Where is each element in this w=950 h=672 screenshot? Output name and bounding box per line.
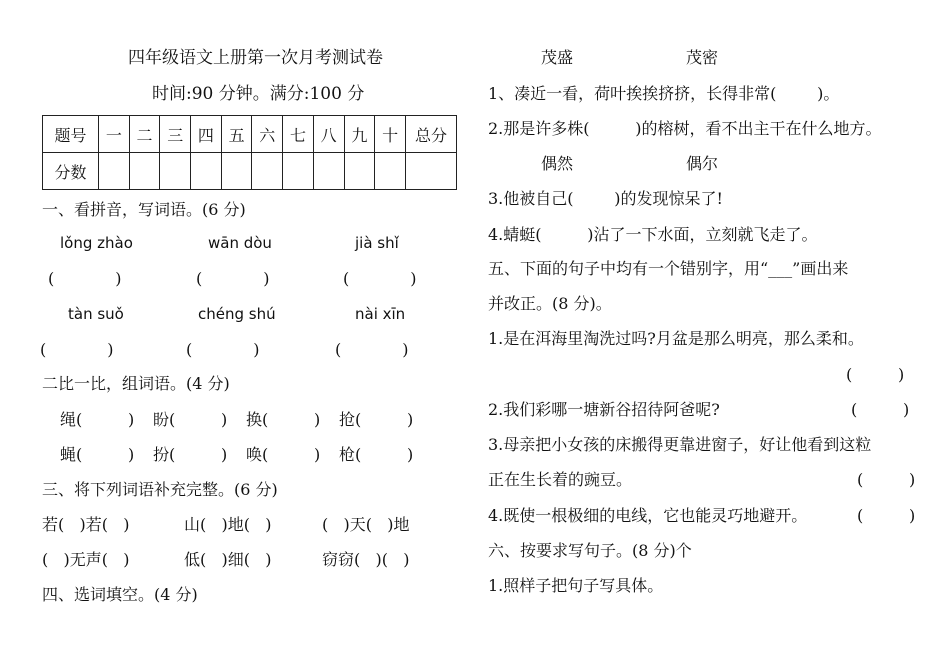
question: 1.照样子把句子写具体。 xyxy=(488,576,664,595)
section-4-title: 四、选词填空。(4 分) xyxy=(42,585,198,604)
exam-subtitle: 时间:90 分钟。满分:100 分 xyxy=(152,84,365,104)
question: 正在生长着的豌豆。 xyxy=(488,470,633,489)
answer-blank[interactable]: ( ) xyxy=(851,400,910,419)
table-cell: 三 xyxy=(160,116,191,153)
idiom-item[interactable]: 窃窃( )( ) xyxy=(322,550,410,569)
answer-blank[interactable]: ( ) xyxy=(846,365,905,384)
score-input-cell[interactable] xyxy=(160,153,191,190)
score-table-score-row xyxy=(43,153,457,190)
section-3-title: 三、将下列词语补充完整。(6 分) xyxy=(42,480,278,499)
idiom-item[interactable]: 山( )地( ) xyxy=(184,515,272,534)
score-input-cell[interactable] xyxy=(129,153,160,190)
question: 4.既使一根极细的电线，它也能灵巧地避开。 xyxy=(488,506,808,525)
table-cell: 分数 xyxy=(43,153,99,190)
word-choice: 茂盛 xyxy=(541,48,574,67)
pinyin: nài xīn xyxy=(355,305,406,323)
idiom-item[interactable]: 低( )细( ) xyxy=(184,550,272,569)
idiom-item[interactable]: ( )天( )地 xyxy=(322,515,410,534)
idiom-item[interactable]: 若( )若( ) xyxy=(42,515,130,534)
question: 3.他被自己( )的发现惊呆了! xyxy=(488,189,723,208)
pinyin: chéng shú xyxy=(198,305,276,323)
compare-item[interactable]: 换( ) xyxy=(246,410,321,429)
table-cell: 一 xyxy=(99,116,130,153)
section-2-title: 二比一比，组词语。(4 分) xyxy=(42,374,230,393)
pinyin: jià shǐ xyxy=(355,234,399,252)
question: 3.母亲把小女孩的床搬得更靠进窗子，好让他看到这粒 xyxy=(488,435,872,454)
table-cell: 题号 xyxy=(43,116,99,153)
word-choice: 偶然 xyxy=(541,154,574,173)
question: 2.那是许多株( )的榕树，看不出主干在什么地方。 xyxy=(488,119,882,138)
answer-blank[interactable]: ( ) xyxy=(186,340,260,359)
table-cell: 八 xyxy=(313,116,344,153)
question: 1.是在洱海里淘洗过吗?月盆是那么明亮，那么柔和。 xyxy=(488,329,864,348)
table-cell: 十 xyxy=(375,116,406,153)
word-choice: 茂密 xyxy=(686,48,719,67)
section-6-title: 六、按要求写句子。(8 分)个 xyxy=(488,541,692,560)
score-input-cell[interactable] xyxy=(221,153,252,190)
table-cell: 七 xyxy=(283,116,314,153)
answer-blank[interactable]: ( ) xyxy=(857,506,916,525)
score-input-cell[interactable] xyxy=(283,153,314,190)
table-cell: 总分 xyxy=(406,116,457,153)
word-choice: 偶尔 xyxy=(686,154,719,173)
answer-blank[interactable]: ( ) xyxy=(48,269,122,288)
compare-item[interactable]: 枪( ) xyxy=(339,445,414,464)
score-input-cell[interactable] xyxy=(99,153,130,190)
compare-item[interactable]: 抢( ) xyxy=(339,410,414,429)
exam-title: 四年级语文上册第一次月考测试卷 xyxy=(128,48,383,68)
table-cell: 五 xyxy=(221,116,252,153)
score-input-cell[interactable] xyxy=(252,153,283,190)
score-input-cell[interactable] xyxy=(406,153,457,190)
score-table xyxy=(42,115,457,190)
idiom-item[interactable]: ( )无声( ) xyxy=(42,550,130,569)
score-input-cell[interactable] xyxy=(375,153,406,190)
compare-item[interactable]: 蝇( ) xyxy=(60,445,135,464)
compare-item[interactable]: 扮( ) xyxy=(153,445,228,464)
answer-blank[interactable]: ( ) xyxy=(857,470,916,489)
pinyin: wān dòu xyxy=(208,234,272,252)
question: 4.蜻蜓( )沾了一下水面，立刻就飞走了。 xyxy=(488,225,818,244)
section-5-title: 五、下面的句子中均有一个错别字，用“___”画出来 xyxy=(488,259,849,278)
question: 1、凑近一看，荷叶挨挨挤挤，长得非常( )。 xyxy=(488,84,840,103)
section-5-title: 并改正。(8 分)。 xyxy=(488,294,612,313)
compare-item[interactable]: 绳( ) xyxy=(60,410,135,429)
question: 2.我们彩哪一塘新谷招待阿爸呢? xyxy=(488,400,720,419)
pinyin: lǒng zhào xyxy=(60,234,133,252)
answer-blank[interactable]: ( ) xyxy=(40,340,114,359)
compare-item[interactable]: 唤( ) xyxy=(246,445,321,464)
table-cell: 二 xyxy=(129,116,160,153)
score-table-header-row xyxy=(43,116,457,153)
pinyin: tàn suǒ xyxy=(68,305,124,323)
score-input-cell[interactable] xyxy=(191,153,222,190)
compare-item[interactable]: 盼( ) xyxy=(153,410,228,429)
answer-blank[interactable]: ( ) xyxy=(335,340,409,359)
table-cell: 六 xyxy=(252,116,283,153)
table-cell: 四 xyxy=(191,116,222,153)
answer-blank[interactable]: ( ) xyxy=(196,269,270,288)
score-input-cell[interactable] xyxy=(313,153,344,190)
answer-blank[interactable]: ( ) xyxy=(343,269,417,288)
section-1-title: 一、看拼音，写词语。(6 分) xyxy=(42,200,246,219)
table-cell: 九 xyxy=(344,116,375,153)
score-input-cell[interactable] xyxy=(344,153,375,190)
